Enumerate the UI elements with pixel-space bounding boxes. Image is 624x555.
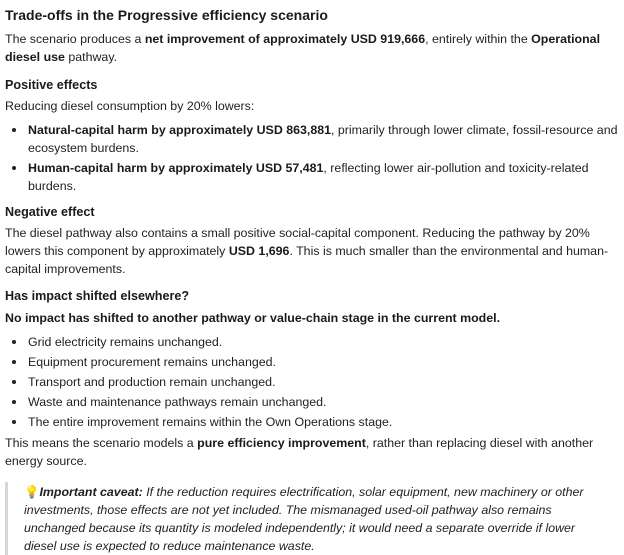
list-item: The entire improvement remains within the Own Operations stage. bbox=[5, 413, 618, 431]
impact-shift-heading: Has impact shifted elsewhere? bbox=[5, 289, 190, 303]
list-item: Human-capital harm by approximately USD 57,481, reflecting lower air-pollution and toxicity-related burdens. bbox=[5, 159, 618, 195]
intro-paragraph: The scenario produces a net improvement of approximately USD 919,666, entirely within the Operational diesel use pathway. bbox=[5, 32, 601, 64]
list-item: Waste and maintenance pathways remain unchanged. bbox=[5, 393, 618, 411]
negative-effect-paragraph: The diesel pathway also contains a small positive social-capital component. Reducing the pathway by 20% lowers this component by approximately USD 1,696. This is much smaller than the environmental and human-capital improvements. bbox=[5, 226, 609, 276]
impact-shift-section bbox=[5, 287, 618, 431]
caveat-text: If the reduction requires electrification, solar equipment, new machinery or other investments, those effects are not yet included. The mismanaged used-oil pathway also remains unchanged because its quantity is modeled independently; it would need a separate override if lower diesel use is expected to reduce maintenance waste. bbox=[24, 485, 584, 553]
caveat-label: Important caveat: bbox=[39, 485, 143, 499]
positive-effects-lead: Reducing diesel consumption by 20% lowers: bbox=[5, 99, 255, 113]
list-item: Natural-capital harm by approximately USD 863,881, primarily through lower climate, fossil-resource and ecosystem burdens. bbox=[5, 121, 618, 157]
negative-effect-section bbox=[5, 203, 618, 278]
positive-effects-list bbox=[5, 121, 618, 195]
impact-shift-list bbox=[5, 333, 618, 431]
section-title: Trade-offs in the Progressive efficiency scenario bbox=[5, 7, 328, 23]
list-item: Equipment procurement remains unchanged. bbox=[5, 353, 618, 371]
closing-paragraph: This means the scenario models a pure efficiency improvement, rather than replacing diesel with another energy source. bbox=[5, 436, 594, 468]
list-item: Transport and production remain unchanged. bbox=[5, 373, 618, 391]
list-item: Grid electricity remains unchanged. bbox=[5, 333, 618, 351]
negative-effect-heading: Negative effect bbox=[5, 205, 95, 219]
impact-shift-subheading: No impact has shifted to another pathway or value-chain stage in the current model. bbox=[5, 311, 501, 325]
positive-effects-section bbox=[5, 76, 618, 195]
caveat-blockquote bbox=[5, 482, 618, 555]
lightbulb-icon: 💡 bbox=[24, 485, 40, 499]
positive-effects-heading: Positive effects bbox=[5, 78, 98, 92]
